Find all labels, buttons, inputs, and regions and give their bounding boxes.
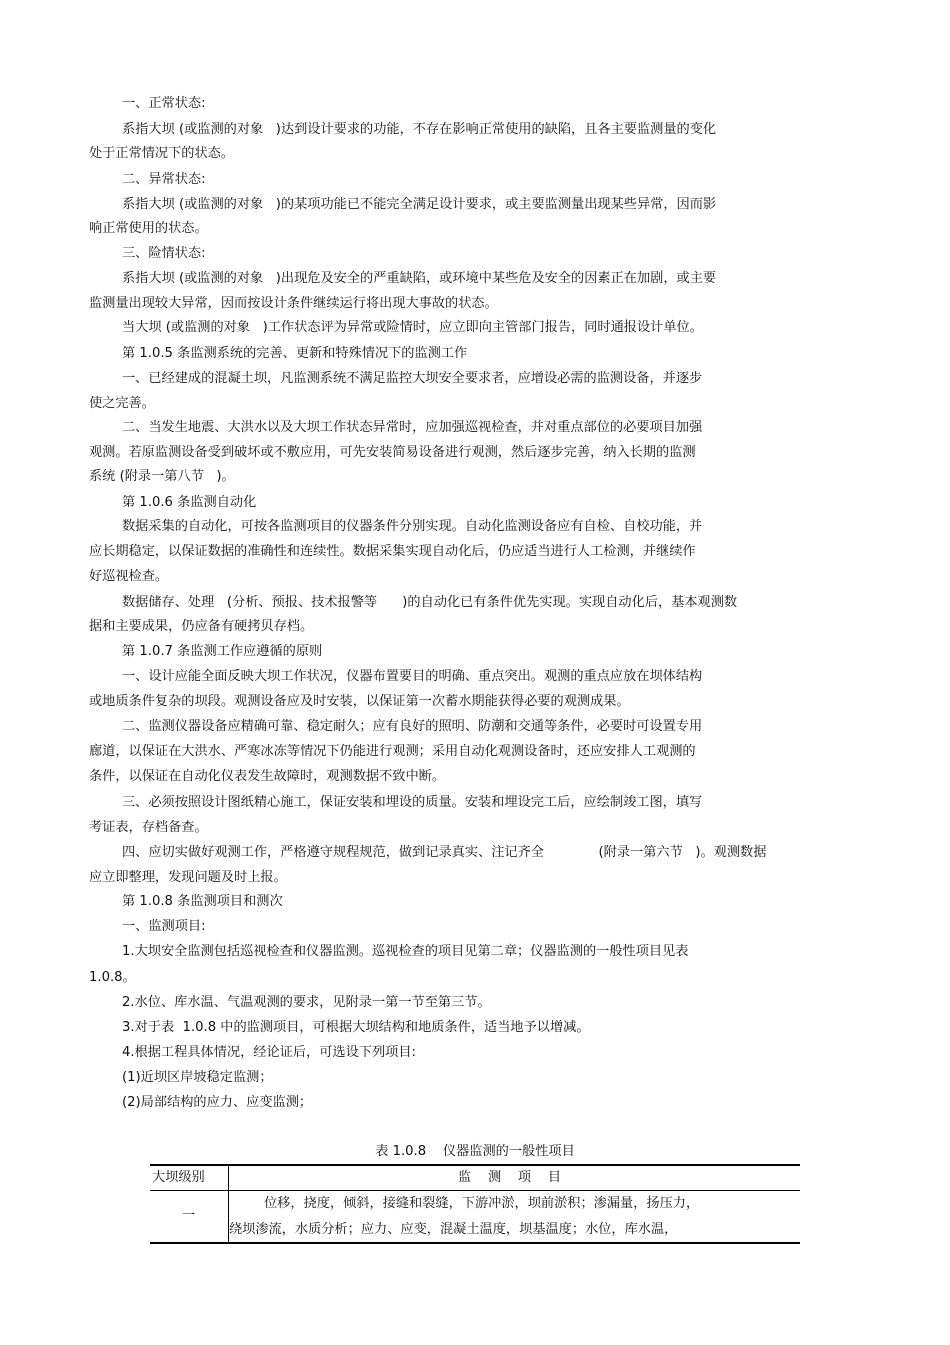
paragraph: 1.大坝安全监测包括巡视检查和仪器监测。巡视检查的项目见第二章；仪器监测的一般性项目见表 (122, 944, 689, 959)
paragraph: 1.0.8。 (89, 970, 136, 985)
paragraph: 二、监测仪器设备应精确可靠、稳定耐久；应有良好的照明、防潮和交通等条件，必要时可设置专用 (122, 719, 703, 734)
row-items-line-1: 位移，挠度，倾斜，接缝和裂缝，下游冲淤，坝前淤积；渗漏量，扬压力， (264, 1196, 700, 1211)
paragraph: 3.对于表 1.0.8 中的监测项目，可根据大坝结构和地质条件，适当地予以增减。 (122, 1020, 590, 1035)
paragraph: (2)局部结构的应力、应变监测； (122, 1095, 313, 1110)
table-top-rule (150, 1164, 800, 1166)
paragraph: 据和主要成果，仍应备有硬拷贝存档。 (89, 619, 314, 634)
paragraph: 数据储存、处理 (分析、预报、技术报警等 )的自动化已有条件优先实现。实现自动化后，基本观测数 (122, 595, 738, 610)
paragraph: 2.水位、库水温、气温观测的要求，见附录一第一节至第三节。 (122, 995, 491, 1010)
paragraph: 三、必须按照设计图纸精心施工，保证安装和埋设的质量。安装和埋设完工后，应绘制竣工图，填写 (122, 795, 703, 810)
paragraph: 条件，以保证在自动化仪表发生故障时，观测数据不致中断。 (89, 769, 446, 784)
paragraph: 四、应切实做好观测工作，严格遵守规程规范，做到记录真实、注记齐全 (附录一第六节 )。观测数据 (122, 845, 767, 860)
paragraph: 观测。若原监测设备受到破坏或不敷应用，可先安装简易设备进行观测，然后逐步完善，纳入长期的监测 (89, 445, 696, 460)
paragraph: 廊道，以保证在大洪水、严寒冰冻等情况下仍能进行观测；采用自动化观测设备时，还应安排人工观测的 (89, 744, 696, 759)
paragraph: (1)近坝区岸坡稳定监测； (122, 1070, 273, 1085)
paragraph: 二、异常状态: (122, 172, 206, 187)
row-items-line-2: 绕坝渗流，水质分析；应力、应变，混凝土温度，坝基温度；水位，库水温， (229, 1222, 678, 1237)
table-bottom-rule (150, 1242, 800, 1244)
paragraph: 一、监测项目: (122, 919, 206, 934)
paragraph: 当大坝 (或监测的对象 )工作状态评为异常或险情时，应立即向主管部门报告，同时通报设计单位。 (122, 320, 703, 335)
header-dam-grade: 大坝级别 (152, 1170, 205, 1185)
paragraph: 或地质条件复杂的坝段。观测设备应及时安装，以保证第一次蓄水期能获得必要的观测成果。 (89, 694, 630, 709)
paragraph: 二、当发生地震、大洪水以及大坝工作状态异常时，应加强巡视检查，并对重点部位的必要项目加强 (122, 420, 703, 435)
paragraph: 系指大坝 (或监测的对象 )出现危及安全的严重缺陷，或环境中某些危及安全的因素正在加剧，或主要 (122, 271, 717, 286)
paragraph: 处于正常情况下的状态。 (89, 146, 235, 161)
paragraph: 一、设计应能全面反映大坝工作状况，仪器布置要目的明确、重点突出。观测的重点应放在坝体结构 (122, 669, 703, 684)
section-heading: 第 1.0.6 条监测自动化 (122, 495, 257, 510)
table-caption: 表 1.0.8 仪器监测的一般性项目 (375, 1144, 575, 1159)
table-header-rule (150, 1190, 800, 1191)
paragraph: 使之完善。 (89, 396, 155, 411)
row-dam-grade: 一 (182, 1208, 196, 1223)
paragraph: 系指大坝 (或监测的对象 )达到设计要求的功能，不存在影响正常使用的缺陷，且各主要监测量的变化 (122, 122, 717, 137)
header-monitoring-items: 监 测 项 目 (458, 1170, 562, 1185)
section-heading: 第 1.0.8 条监测项目和测次 (122, 894, 283, 909)
paragraph: 好巡视检查。 (89, 569, 169, 584)
paragraph: 应立即整理，发现问题及时上报。 (89, 870, 287, 885)
paragraph: 考证表，存档备查。 (89, 820, 208, 835)
paragraph: 响正常使用的状态。 (89, 221, 208, 236)
section-heading: 第 1.0.5 条监测系统的完善、更新和特殊情况下的监测工作 (122, 346, 468, 361)
paragraph: 数据采集的自动化，可按各监测项目的仪器条件分别实现。自动化监测设备应有自检、自校功能，并 (122, 519, 703, 534)
paragraph: 应长期稳定，以保证数据的准确性和连续性。数据采集实现自动化后，仍应适当进行人工检测，并继续作 (89, 544, 696, 559)
paragraph: 一、正常状态: (122, 96, 206, 111)
paragraph: 监测量出现较大异常，因而按设计条件继续运行将出现大事故的状态。 (89, 296, 498, 311)
section-heading: 第 1.0.7 条监测工作应遵循的原则 (122, 644, 323, 659)
monitoring-items-table (150, 1164, 800, 1244)
paragraph: 系统 (附录一第八节 )。 (89, 469, 235, 484)
paragraph: 系指大坝 (或监测的对象 )的某项功能已不能完全满足设计要求，或主要监测量出现某些异常，因而影 (122, 197, 717, 212)
paragraph: 一、已经建成的混凝土坝，凡监测系统不满足监控大坝安全要求者，应增设必需的监测设备，并逐步 (122, 371, 703, 386)
paragraph: 4.根据工程具体情况，经论证后，可选设下列项目: (122, 1045, 416, 1060)
paragraph: 三、险情状态: (122, 246, 206, 261)
